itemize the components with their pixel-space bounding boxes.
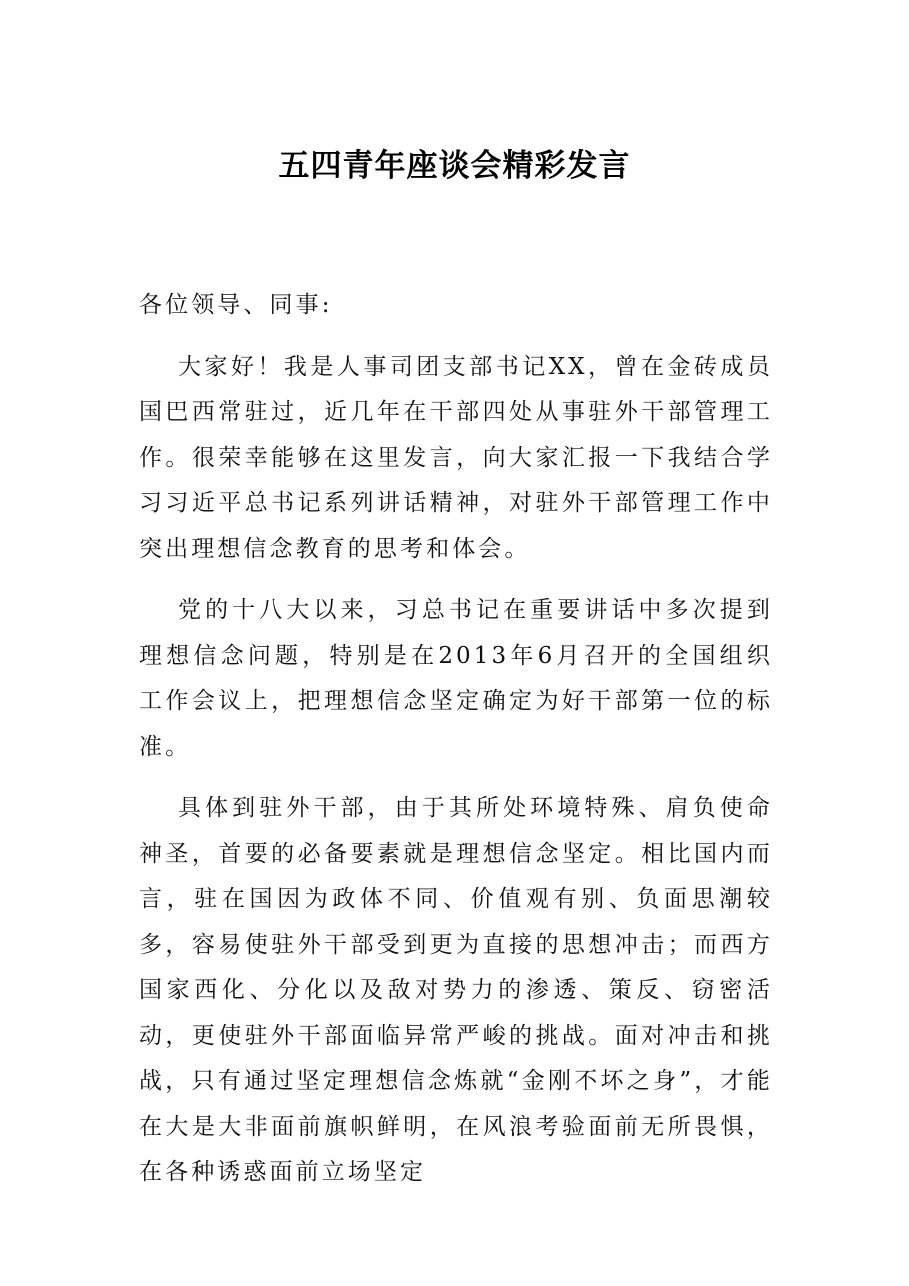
paragraph: 大家好！我是人事司团支部书记XX，曾在金砖成员国巴西常驻过，近几年在干部四处从事驻外干部管理工作。很荣幸能够在这里发言，向大家汇报一下我结合学习习近平总书记系列讲话精神，对驻外干部管理工作中突出理想信念教育的思考和体会。 [139,353,773,562]
paragraph: 具体到驻外干部，由于其所处环境特殊、肩负使命神圣，首要的必备要素就是理想信念坚定。相比国内而言，驻在国因为政体不同、价值观有别、负面思潮较多，容易使驻外干部受到更为直接的思想冲击；而西方国家西化、分化以及敌对势力的渗透、策反、窃密活动，更使驻外干部面临异常严峻的挑战。面对冲击和挑战，只有通过坚定理想信念炼就“金刚不坏之身”，才能在大是大非面前旗帜鲜明，在风浪考验面前无所畏惧，在各种诱惑面前立场坚定 [139,795,773,1185]
document-title: 五四青年座谈会精彩发言 [278,148,631,184]
paragraph: 党的十八大以来，习总书记在重要讲话中多次提到理想信念问题，特别是在2013年6月召开的全国组织工作会议上，把理想信念坚定确定为好干部第一位的标准。 [139,597,773,760]
salutation: 各位领导、同事: [139,292,333,318]
document-body [139,283,773,1212]
